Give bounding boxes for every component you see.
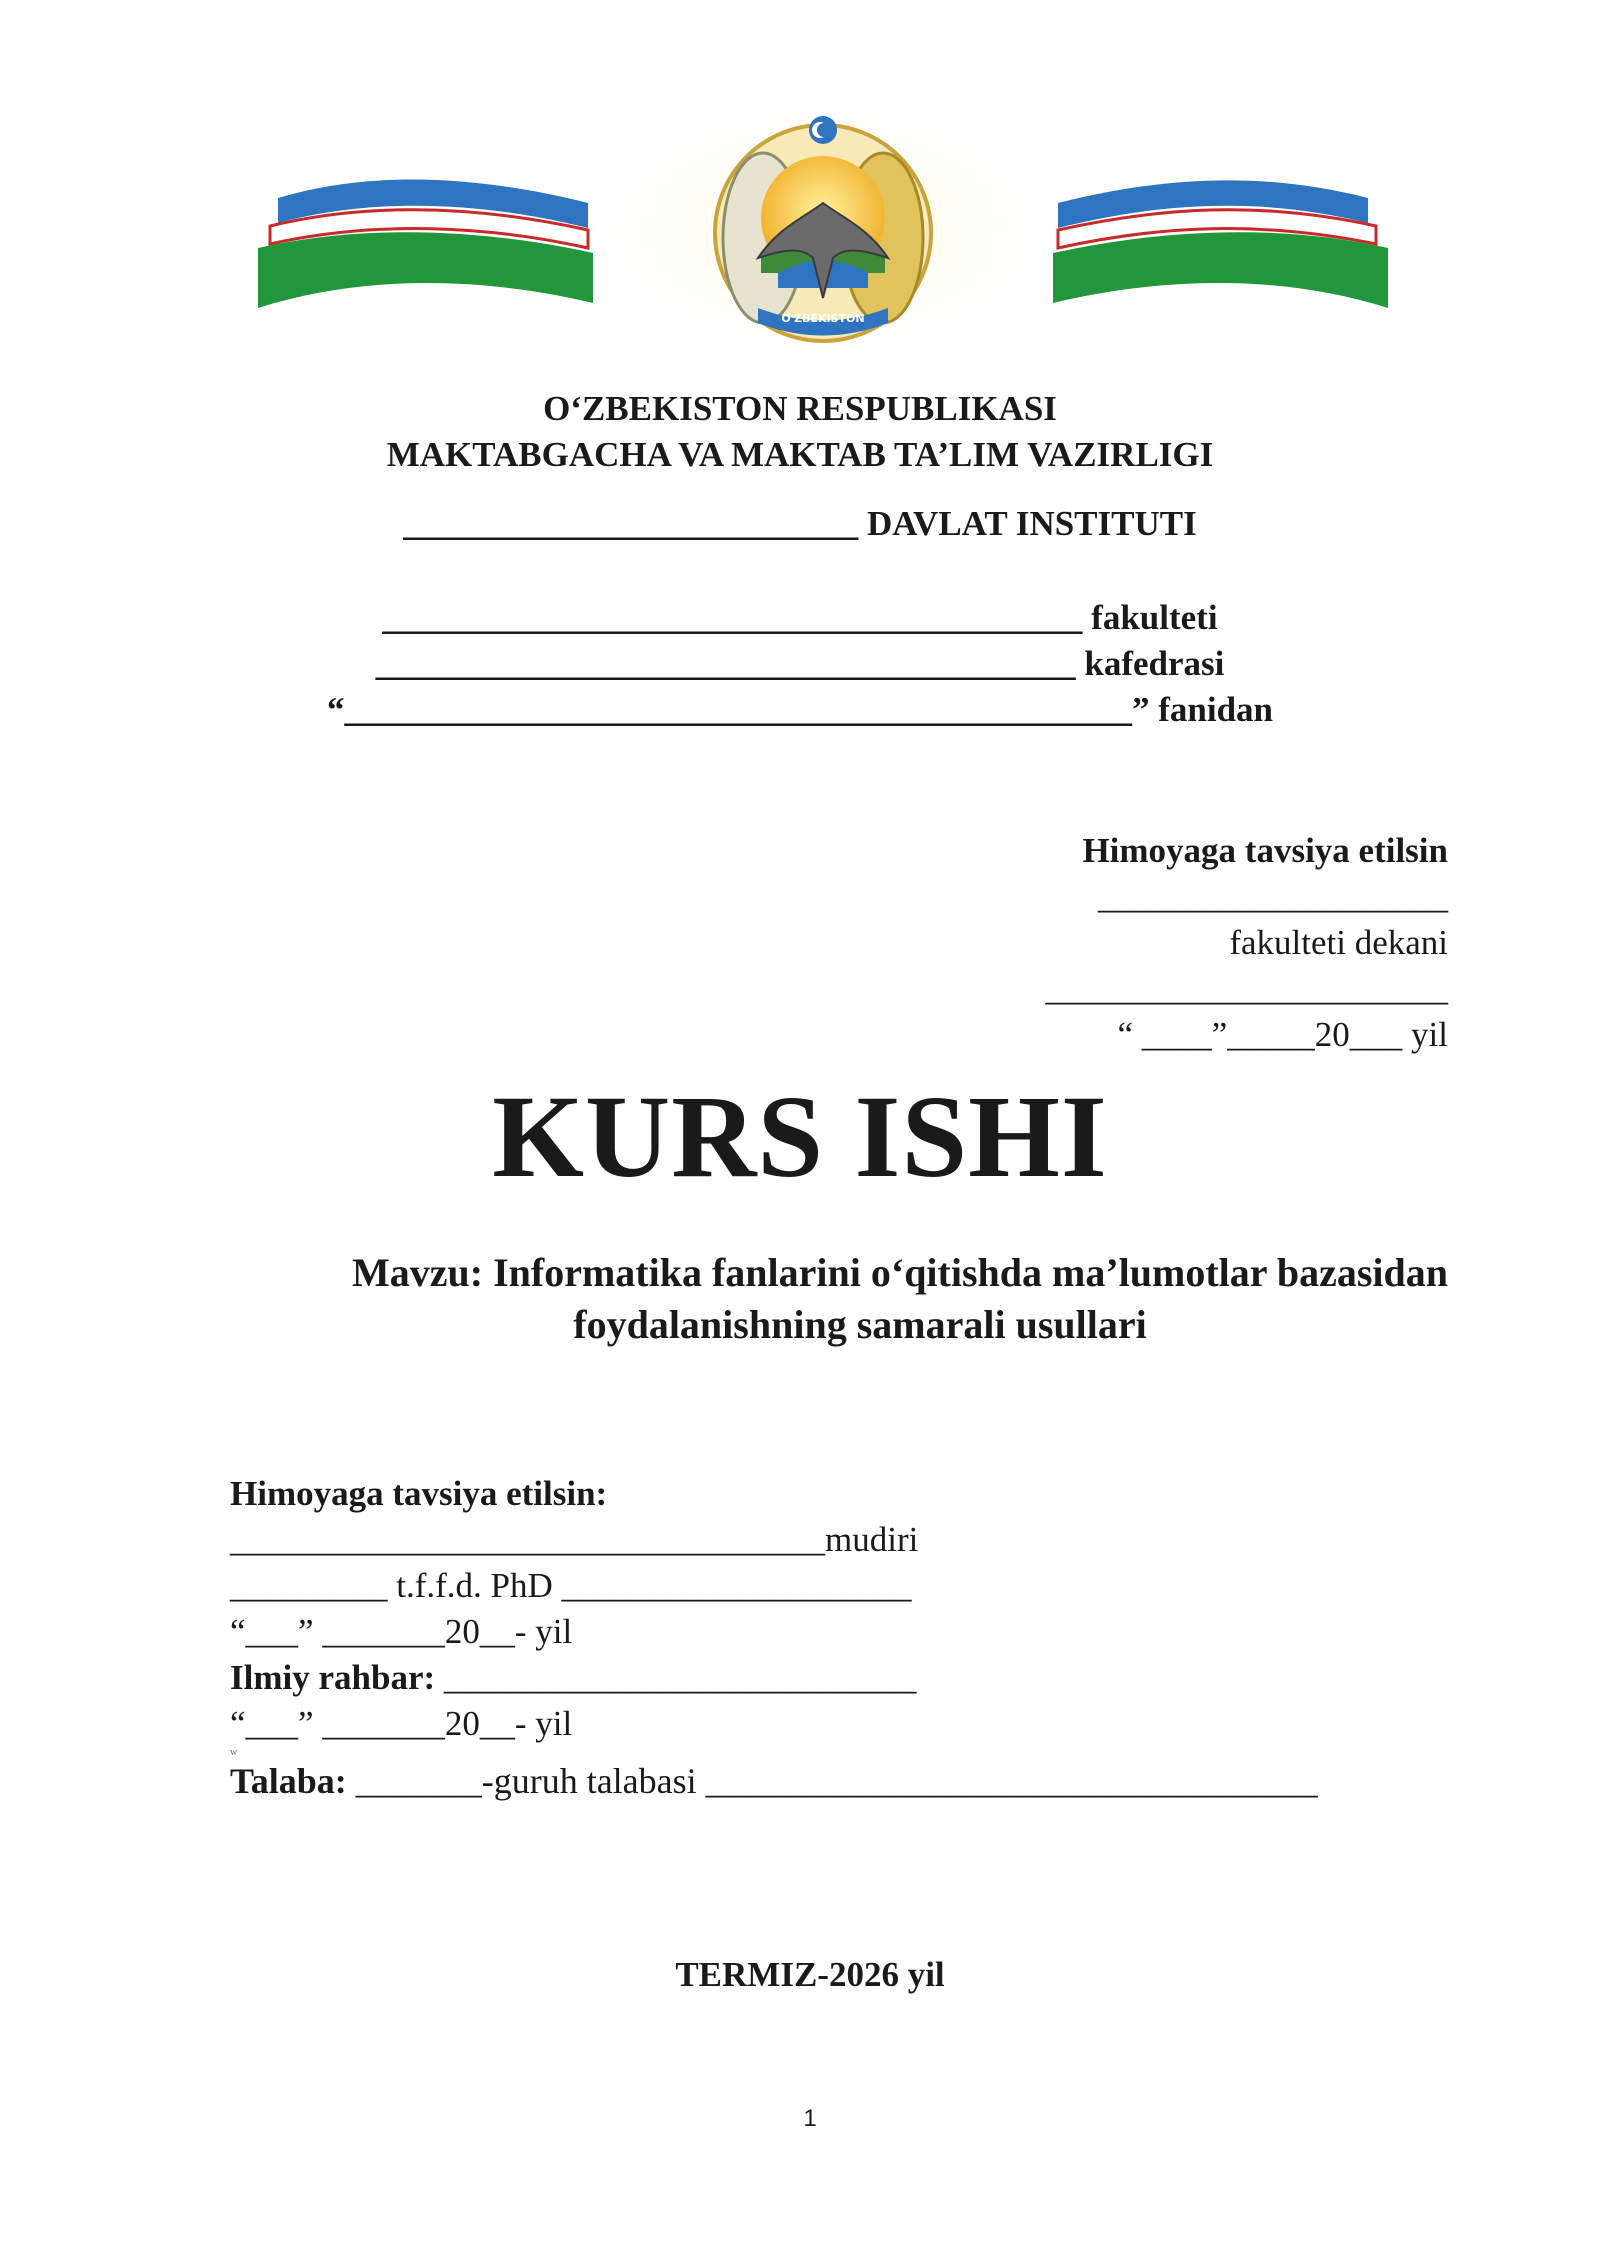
city-year: TERMIZ-2026 yil (675, 1955, 945, 1994)
advisor-label: Ilmiy rahbar: (230, 1658, 436, 1697)
uzbekistan-emblem-icon (258, 108, 1388, 358)
state-emblem-banner (258, 108, 1388, 358)
approval-top-blank-1: ____________________ (1098, 877, 1448, 916)
approval-date-1: “___” _______20__- yil (230, 1612, 573, 1651)
department-line: ________________________________________ kafedrasi (375, 644, 1225, 683)
document-title: KURS ISHI (492, 1071, 1108, 1202)
country-name: O‘ZBEKISTON RESPUBLIKASI (543, 389, 1057, 428)
small-mark: w (230, 1747, 238, 1758)
ministry-name: MAKTABGACHA VA MAKTAB TA’LIM VAZIRLIGI (386, 435, 1214, 474)
svg-text:O'ZBEKISTON: O'ZBEKISTON (781, 312, 865, 325)
student-line (230, 1760, 1318, 1802)
advisor-blank: ___________________________ (435, 1658, 917, 1697)
approval-bottom-title: Himoyaga tavsiya etilsin: (230, 1474, 608, 1513)
student-label: Talaba: (230, 1761, 347, 1801)
faculty-line: ________________________________________ fakulteti (382, 598, 1218, 637)
approval-date-2: “___” _______20__- yil (230, 1704, 573, 1743)
institute-name: __________________________ DAVLAT INSTITUTI (403, 504, 1197, 543)
topic-line-2: foydalanishning samarali usullari (573, 1302, 1147, 1347)
head-of-department-line: __________________________________mudiri (230, 1520, 919, 1559)
subject-line: “_____________________________________________” fanidan (326, 690, 1274, 729)
approval-top-role: fakulteti dekani (1229, 923, 1448, 962)
topic-line-1: Mavzu: Informatika fanlarini o‘qitishda ma’lumotlar bazasidan (352, 1250, 1448, 1295)
approval-top-date: “ ____”_____20___ yil (1117, 1015, 1448, 1054)
approval-top-title: Himoyaga tavsiya etilsin (1082, 831, 1448, 870)
advisor-line (230, 1657, 916, 1699)
degree-line: _________ t.f.f.d. PhD ____________________ (230, 1566, 912, 1605)
approval-top-blank-2: _______________________ (1045, 969, 1448, 1008)
page-number: 1 (803, 2105, 817, 2132)
student-rest: _______-guruh talabasi __________________________________ (346, 1761, 1318, 1801)
